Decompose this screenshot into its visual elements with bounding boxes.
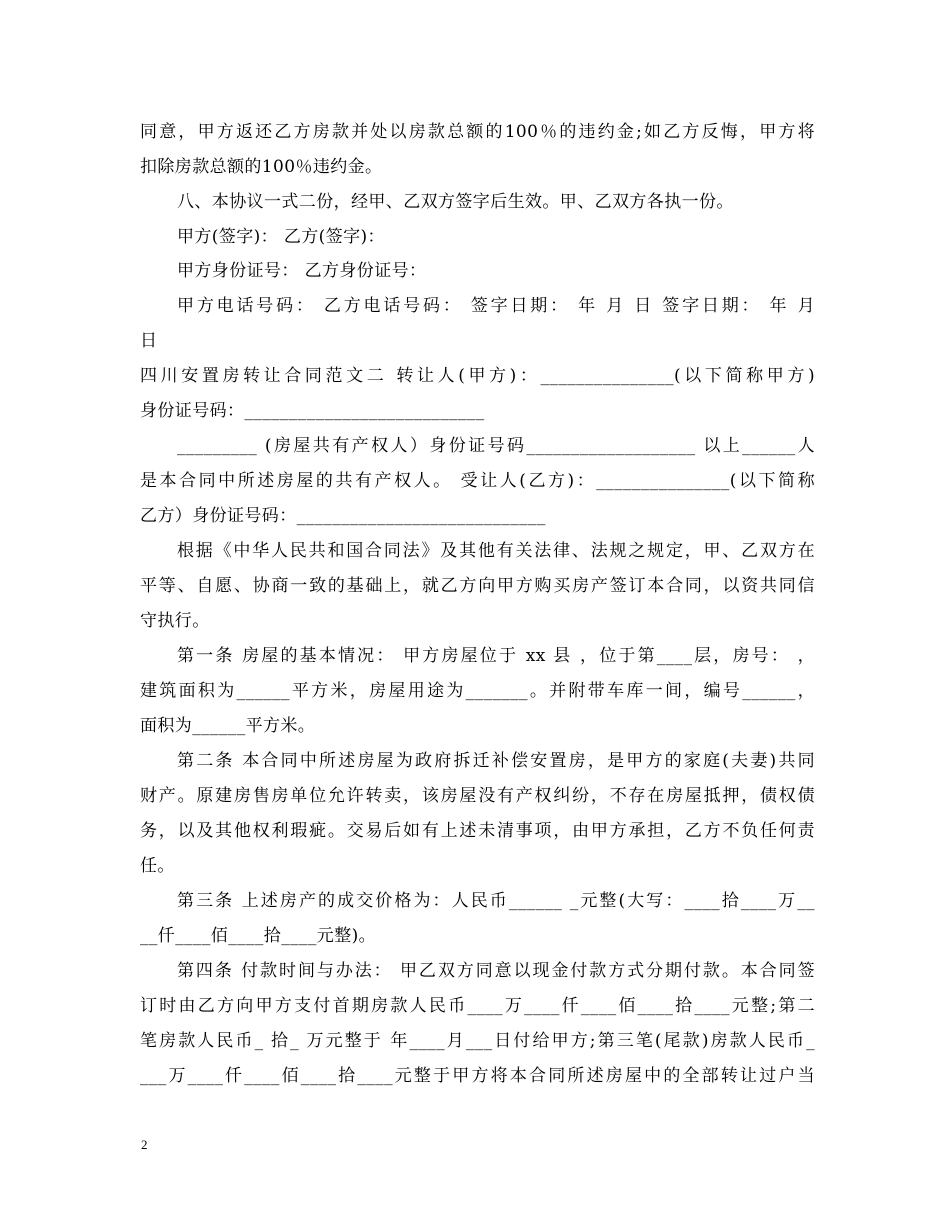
text-line: 甲方(签字)： 乙方(签字)： xyxy=(177,227,385,247)
text-line: 身份证号码：___________________________ xyxy=(140,401,485,421)
text-line: 守执行。 xyxy=(140,611,210,631)
text-line: 第四条 付款时间与办法： 甲乙双方同意以现金付款方式分期付款。本合同签 xyxy=(177,961,815,981)
text-line: 甲方身份证号： 乙方身份证号： xyxy=(177,261,427,281)
text-line: 笔房款人民币_ 拾_ 万元整于 年____月___日付给甲方;第三笔(尾款)房款人民币_ xyxy=(140,1031,815,1051)
text-line: 同意，甲方返还乙方房款并处以房款总额的100％的违约金;如乙方反悔，甲方将 xyxy=(140,122,815,142)
text-line: 第二条 本合同中所述房屋为政府拆迁补偿安置房，是甲方的家庭(夫妻)共同 xyxy=(177,751,815,771)
text-line: 甲方电话号码： 乙方电话号码： 签字日期： 年 月 日 签字日期： 年 月 xyxy=(177,296,815,316)
text-line: 务，以及其他权利瑕疵。交易后如有上述未清事项，由甲方承担，乙方不负任何责 xyxy=(140,821,815,841)
text-line: 扣除房款总额的100％违约金。 xyxy=(140,157,383,177)
text-line: __仟____佰____拾____元整)。 xyxy=(140,926,377,946)
text-line: ___万____仟____佰____拾____元整于甲方将本合同所述房屋中的全部转让过户当 xyxy=(140,1066,815,1086)
text-line: 日 xyxy=(140,331,158,351)
text-line: _________ (房屋共有产权人）身份证号码___________________ 以上______人 xyxy=(177,436,815,456)
text-line: 是本合同中所述房屋的共有产权人。 受让人(乙方)：_______________(以下简称 xyxy=(140,471,815,491)
text-line: 建筑面积为______平方米，房屋用途为_______。并附带车库一间，编号______， xyxy=(140,681,815,701)
text-line: 第一条 房屋的基本情况： 甲方房屋位于 xx 县 ，位于第____层，房号： ， xyxy=(177,646,815,666)
text-line: 八、本协议一式二份，经甲、乙双方签字后生效。甲、乙双方各执一份。 xyxy=(177,192,734,212)
text-line: 平等、自愿、协商一致的基础上，就乙方向甲方购买房产签订本合同，以资共同信 xyxy=(140,576,815,596)
page-number: 2 xyxy=(141,1137,148,1152)
text-line: 任。 xyxy=(140,856,175,876)
text-line: 面积为______平方米。 xyxy=(140,716,316,736)
text-line: 第三条 上述房产的成交价格为：人民币______ _元整(大写：____拾____万__ xyxy=(177,891,815,911)
text-line: 根据《中华人民共和国合同法》及其他有关法律、法规之规定，甲、乙双方在 xyxy=(177,541,815,561)
text-line: 四川安置房转让合同范文二 转让人(甲方)：_______________(以下简称甲方) xyxy=(140,366,815,386)
text-line: 乙方）身份证号码：____________________________ xyxy=(140,506,546,526)
text-line: 财产。原建房售房单位允许转卖，该房屋没有产权纠纷，不存在房屋抵押，债权债 xyxy=(140,786,815,806)
text-line: 订时由乙方向甲方支付首期房款人民币____万____仟____佰____拾____元整;第二 xyxy=(140,996,815,1016)
